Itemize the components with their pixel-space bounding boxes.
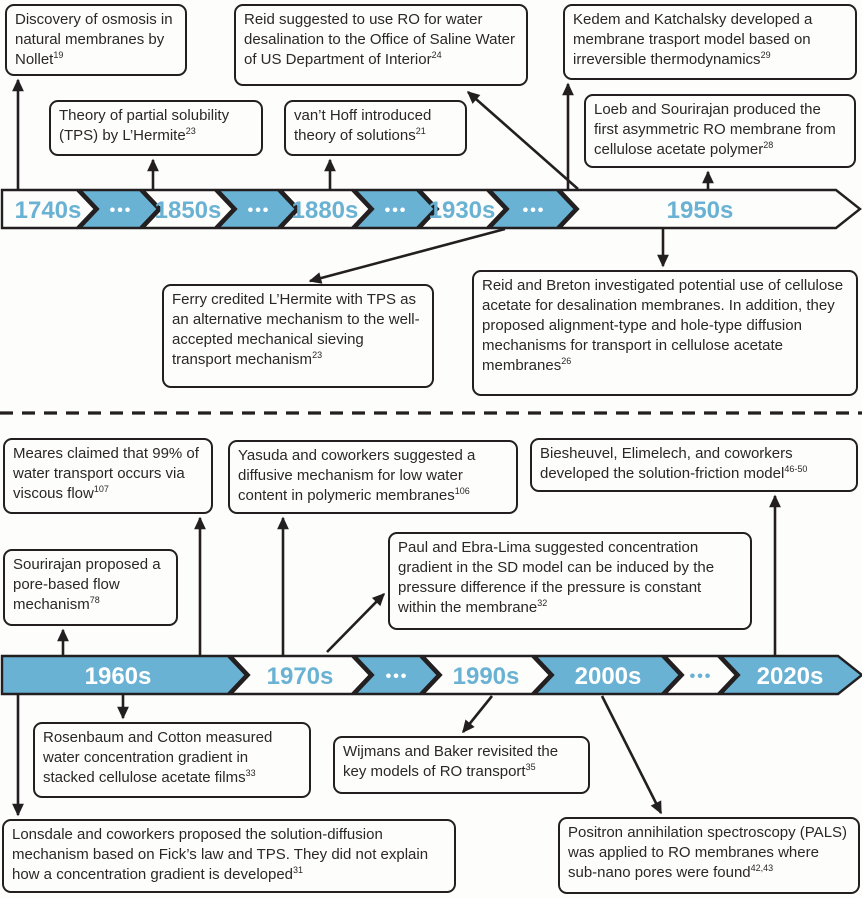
ellipsis-separator: ••• bbox=[109, 202, 133, 219]
event-box-lonsdale bbox=[2, 819, 456, 893]
event-box-loeb-sourirajan bbox=[584, 94, 856, 168]
citation-ref: 46-50 bbox=[784, 463, 808, 474]
decade-label: 2020s bbox=[756, 663, 824, 690]
event-box-reid-breton bbox=[472, 270, 858, 396]
event-text: Reid and Breton investigated potential use of cellulose acetate for desalination membranes. In addition, they proposed alignment-type and hole-type diffusion mechanisms for transport in cellulose acetate membranes bbox=[482, 277, 844, 374]
arrow-to-wijmans bbox=[463, 696, 492, 732]
event-box-pals bbox=[558, 817, 860, 894]
citation-ref: 42,43 bbox=[750, 862, 774, 873]
ellipsis-separator: ••• bbox=[689, 668, 713, 685]
ellipsis-separator: ••• bbox=[384, 202, 408, 219]
event-box-sourirajan bbox=[3, 549, 178, 626]
citation-ref: 28 bbox=[763, 139, 774, 150]
event-text: Lonsdale and coworkers proposed the solution-diffusion mechanism based on Fick’s law and TPS. They did not explain how a concentration gradient is developed bbox=[12, 826, 429, 883]
event-text: Ferry credited L’Hermite with TPS as an alternative mechanism to the well-accepted mechanical sieving transport mechanism bbox=[172, 291, 420, 368]
bottom-timeline-band bbox=[2, 656, 862, 694]
decade-label: 1970s bbox=[266, 663, 334, 690]
event-text: Kedem and Katchalsky developed a membrane trasport model based on irreversible thermodynamics bbox=[573, 11, 813, 68]
event-box-ferry bbox=[162, 284, 434, 388]
citation-ref: 32 bbox=[537, 597, 548, 608]
citation-ref: 29 bbox=[760, 49, 771, 60]
event-text: Theory of partial solubility (TPS) by L’Hermite bbox=[59, 107, 230, 144]
event-text: Loeb and Sourirajan produced the first asymmetric RO membrane from cellulose acetate polymer bbox=[594, 101, 836, 158]
citation-ref: 33 bbox=[245, 767, 256, 778]
citation-ref: 107 bbox=[93, 483, 109, 494]
event-text: Sourirajan proposed a pore-based flow mechanism bbox=[13, 556, 161, 613]
citation-ref: 24 bbox=[431, 49, 442, 60]
ellipsis-separator: ••• bbox=[385, 668, 409, 685]
event-text: Wijmans and Baker revisited the key models of RO transport bbox=[343, 743, 559, 780]
ellipsis-separator: ••• bbox=[522, 202, 546, 219]
decade-label: 1850s bbox=[154, 197, 222, 224]
event-box-meares bbox=[3, 438, 213, 514]
event-text: Positron annihilation spectroscopy (PALS) was applied to RO membranes where sub-nano pores were found bbox=[568, 824, 848, 881]
event-text: Rosenbaum and Cotton measured water concentration gradient in stacked cellulose acetate films bbox=[43, 729, 273, 786]
top-timeline-band bbox=[2, 190, 860, 228]
event-box-rosenbaum-cotton bbox=[33, 722, 311, 798]
decade-label: 1740s bbox=[14, 197, 82, 224]
event-box-biesheuvel bbox=[530, 438, 858, 492]
event-box-tps-lhermite bbox=[49, 100, 263, 156]
citation-ref: 23 bbox=[185, 125, 196, 136]
decade-label: 1880s bbox=[291, 197, 359, 224]
decade-label: 1960s bbox=[84, 663, 152, 690]
citation-ref: 35 bbox=[525, 761, 536, 772]
citation-ref: 21 bbox=[415, 125, 426, 136]
citation-ref: 31 bbox=[293, 864, 304, 875]
decade-label: 1990s bbox=[452, 663, 520, 690]
event-box-vant-hoff bbox=[284, 100, 467, 156]
event-text: Paul and Ebra-Lima suggested concentration gradient in the SD model can be induced by the pressure difference if the pressure is constant within the membrane bbox=[398, 539, 715, 616]
citation-ref: 106 bbox=[454, 485, 470, 496]
event-box-yasuda bbox=[228, 440, 518, 514]
event-box-reid-osw bbox=[234, 4, 528, 86]
event-box-nollet bbox=[5, 4, 187, 76]
event-text: van’t Hoff introduced theory of solutions bbox=[294, 107, 432, 144]
event-box-wijmans-baker bbox=[333, 736, 590, 794]
decade-label: 2000s bbox=[574, 663, 642, 690]
citation-ref: 26 bbox=[561, 355, 572, 366]
decade-label: 1930s bbox=[428, 197, 496, 224]
arrow-to-pals bbox=[602, 696, 661, 813]
citation-ref: 19 bbox=[53, 49, 64, 60]
event-text: Yasuda and coworkers suggested a diffusive mechanism for low water content in polymeric membranes bbox=[238, 447, 476, 504]
ellipsis-separator: ••• bbox=[247, 202, 271, 219]
event-text: Reid suggested to use RO for water desalination to the Office of Saline Water of US Department of Interior bbox=[244, 11, 515, 68]
citation-ref: 78 bbox=[89, 594, 100, 605]
event-text: Meares claimed that 99% of water transport occurs via viscous flow bbox=[13, 445, 199, 502]
decade-label: 1950s bbox=[666, 197, 734, 224]
event-box-kedem-katchalsky bbox=[563, 4, 857, 80]
arrow-to-reid-osw bbox=[468, 92, 578, 189]
event-box-paul-ebra-lima bbox=[388, 532, 752, 630]
event-text: Discovery of osmosis in natural membranes by Nollet bbox=[15, 11, 173, 68]
citation-ref: 23 bbox=[312, 349, 323, 360]
arrow-to-paul bbox=[327, 594, 384, 652]
event-text: Biesheuvel, Elimelech, and coworkers developed the solution-friction model bbox=[540, 445, 793, 482]
